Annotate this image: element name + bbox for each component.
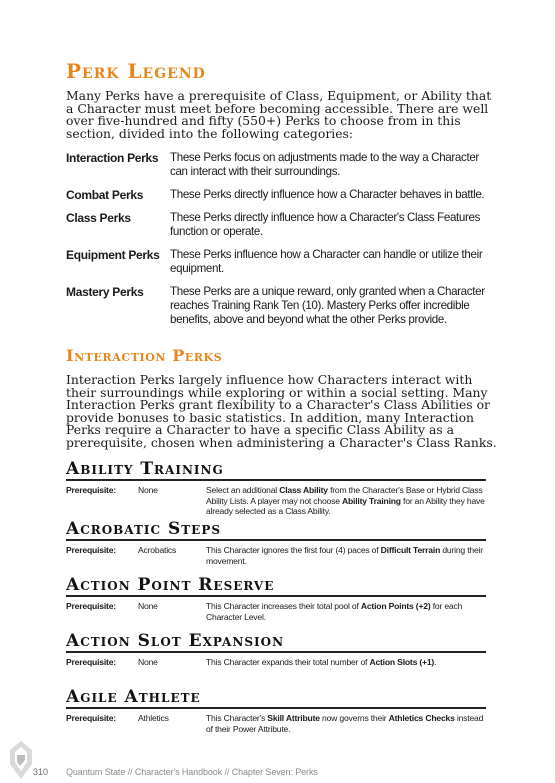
section-heading: Interaction Perks <box>66 346 223 365</box>
bold-term: Athletics Checks <box>388 713 455 723</box>
category-name: Combat Perks <box>66 188 144 202</box>
category-item <box>66 285 506 327</box>
perk-entry <box>66 519 496 566</box>
perk-divider <box>66 479 486 481</box>
category-name: Mastery Perks <box>66 285 144 299</box>
prerequisite-label: Prerequisite: <box>66 545 116 555</box>
perk-description <box>206 545 486 566</box>
category-name: Equipment Perks <box>66 248 160 262</box>
perk-description <box>206 485 486 517</box>
perk-details <box>66 601 496 622</box>
perk-title: Agile Athlete <box>66 687 201 707</box>
category-description: These Perks focus on adjustments made to the way a Character can interact with their surroundings. <box>170 151 479 178</box>
text-run: instead of their Power Attribute. <box>206 713 484 734</box>
perk-divider <box>66 595 486 597</box>
category-item <box>66 248 506 276</box>
perk-details <box>66 713 496 734</box>
perk-title: Acrobatic Steps <box>66 519 222 539</box>
prerequisite-label: Prerequisite: <box>66 601 116 611</box>
prerequisite-value: None <box>138 657 158 667</box>
prerequisite-value: None <box>138 601 158 611</box>
category-description: These Perks are a unique reward, only granted when a Character reaches Training Rank Ten (10). Mastery Perks offer incredible benefits, above and beyond what the other Perks provide. <box>170 285 485 326</box>
perk-entry <box>66 631 496 668</box>
text-run: This Character's <box>206 713 268 723</box>
category-item <box>66 188 506 202</box>
perk-entry <box>66 687 496 734</box>
perk-entry <box>66 575 496 622</box>
perk-description <box>206 657 486 668</box>
text-run: during their movement. <box>206 545 483 566</box>
perk-details <box>66 485 496 517</box>
section-intro: Interaction Perks largely influence how Characters interact with their surroundings while exploring or within a social setting. Many Interaction Perks grant flexibility to a Character's Class Abilities or provide bonuses to basic statistics. In addition, many Interaction Perks require a Character to have a specific Class Ability as a prerequisite, chosen when administering a Character's Class Ranks. <box>66 372 497 450</box>
prerequisite-value: None <box>138 485 158 495</box>
bold-term: Action Slots (+1) <box>369 657 435 667</box>
perk-title: Action Point Reserve <box>66 575 275 595</box>
intro-paragraph: Many Perks have a prerequisite of Class, Equipment, or Ability that a Character must meet before becoming accessible. There are well over five-hundred and fifty (550+) Perks to choose from in this section, divided into the following categories: <box>66 88 492 141</box>
perk-entry <box>66 459 496 517</box>
prerequisite-value: Athletics <box>138 713 169 723</box>
page-title: Perk Legend <box>66 59 206 83</box>
bold-term: Class Ability <box>279 485 328 495</box>
text-run: . <box>434 657 437 667</box>
perk-title: Ability Training <box>66 459 224 479</box>
page-footer <box>0 740 555 783</box>
perk-description <box>206 601 486 622</box>
perk-divider <box>66 539 486 541</box>
category-name: Class Perks <box>66 211 131 225</box>
bold-term: Difficult Terrain <box>380 545 441 555</box>
perk-details <box>66 657 496 668</box>
prerequisite-value: Acrobatics <box>138 545 177 555</box>
footer-text: Quantum State // Character's Handbook // Chapter Seven: Perks <box>66 767 318 777</box>
bold-term: Ability Training <box>341 495 401 506</box>
page-number: 310 <box>33 767 49 777</box>
category-description: These Perks influence how a Character can handle or utilize their equipment. <box>170 248 483 275</box>
prerequisite-label: Prerequisite: <box>66 713 116 723</box>
text-run: This Character increases their total pool of <box>206 601 361 611</box>
text-run: now governs their <box>319 713 389 723</box>
perk-divider <box>66 651 486 653</box>
text-run: This Character ignores the first four (4) paces of <box>206 545 381 555</box>
bold-term: Skill Attribute <box>267 713 320 723</box>
bold-term: Action Points (+2) <box>360 601 431 611</box>
perk-description <box>206 713 486 734</box>
quantum-state-logo-icon <box>8 740 34 780</box>
category-name: Interaction Perks <box>66 151 159 165</box>
text-run: for an Ability they have already selected as a Class Ability. <box>206 495 485 516</box>
category-item <box>66 151 506 179</box>
category-item <box>66 211 506 239</box>
text-run: This Character expands their total number of <box>206 657 370 667</box>
text-run: for each Character Level. <box>206 601 463 622</box>
prerequisite-label: Prerequisite: <box>66 657 116 667</box>
category-description: These Perks directly influence how a Character's Class Features function or operate. <box>170 211 481 238</box>
text-run: from the Character's Base or Hybrid Class Ability Lists. A player may not choose <box>206 485 483 506</box>
perk-title: Action Slot Expansion <box>66 631 285 651</box>
text-run: Select an additional <box>206 485 280 495</box>
category-list <box>66 151 506 336</box>
category-description: These Perks directly influence how a Character behaves in battle. <box>170 188 485 201</box>
perk-divider <box>66 707 486 709</box>
perk-details <box>66 545 496 566</box>
prerequisite-label: Prerequisite: <box>66 485 116 495</box>
